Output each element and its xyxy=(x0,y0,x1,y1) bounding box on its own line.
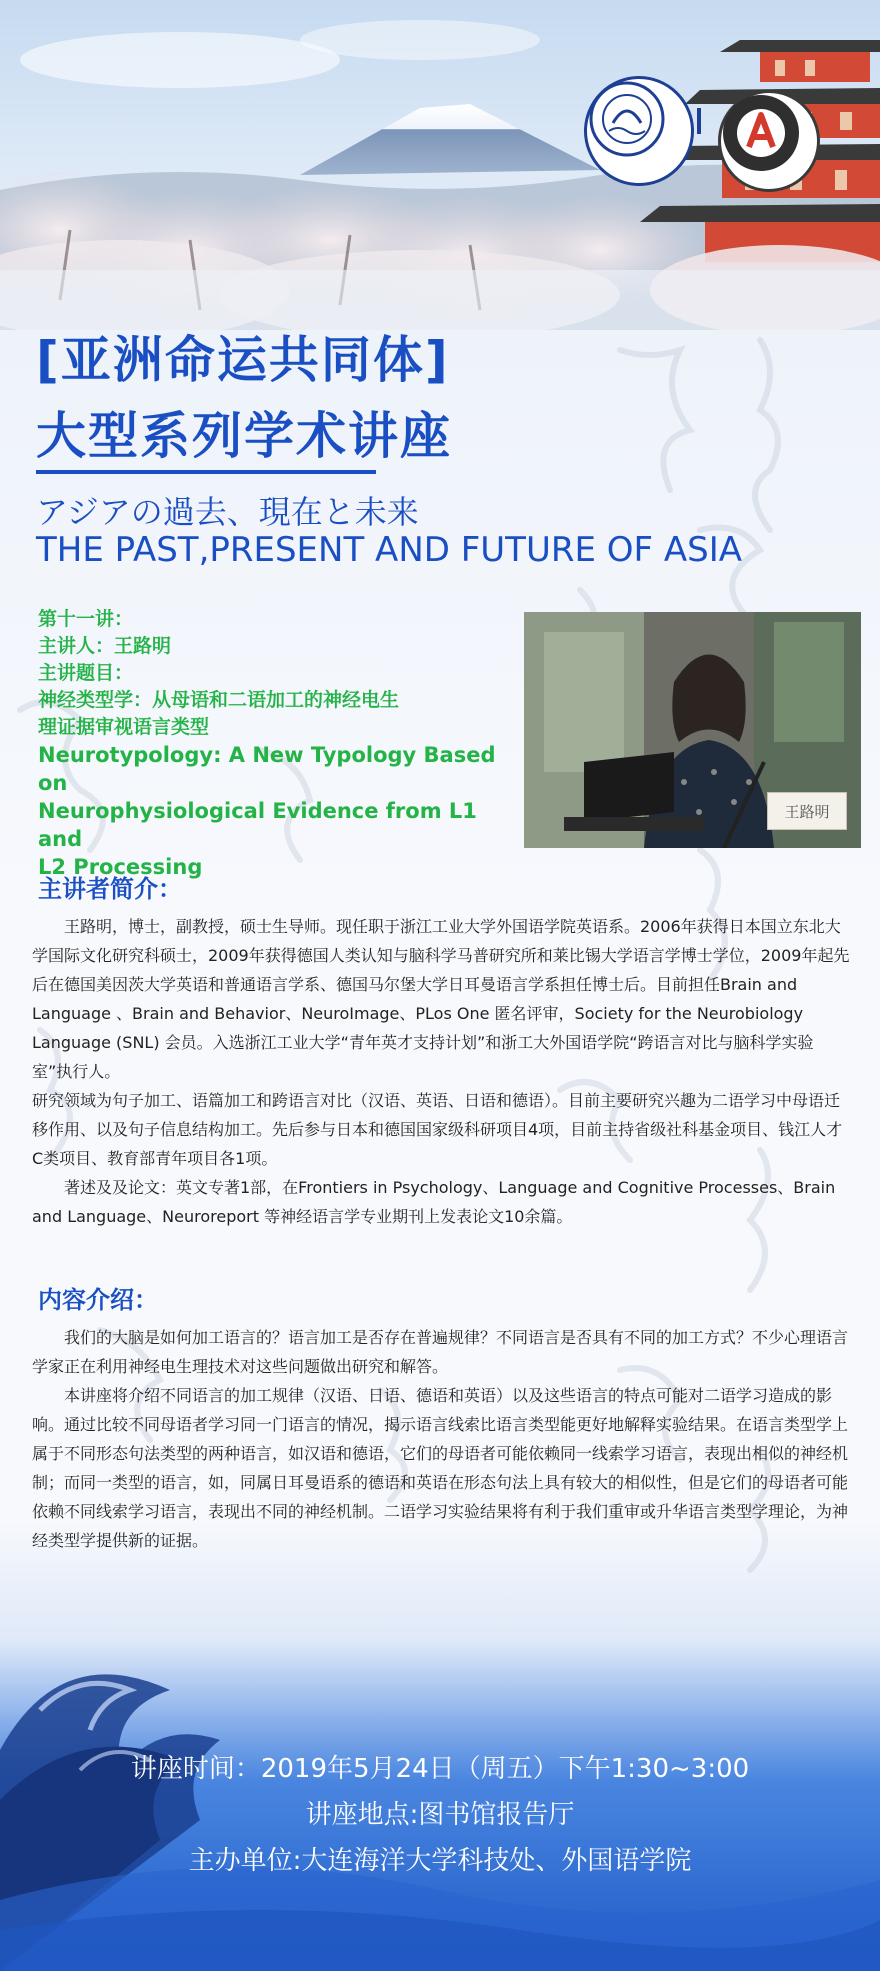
content-paragraph-2: 本讲座将介绍不同语言的加工规律（汉语、日语、德语和英语）以及这些语言的特点可能对二语学习造成的影响。通过比较不同母语者学习同一门语言的情况，揭示语言线索比语言类型能更好地解释实验结果。在语言类型学上属于不同形态句法类型的两种语言，如汉语和德语，它们的母语者可能依赖同一线索学习语言，表现出相似的神经机制；而同一类型的语言，如，同属日耳曼语系的德语和英语在形态句法上具有较大的相似性，但是它们的母语者可能依赖不同线索学习语言，表现出不同的神经机制。二语学习实验结果将有利于我们重审或升华语言类型学理论，为神经类型学提供新的证据。 xyxy=(32,1386,849,1550)
bio-paragraph-1: 王路明，博士，副教授，硕士生导师。现任职于浙江工业大学外国语学院英语系。2006年获得日本国立东北大学国际文化研究科硕士，2009年获得德国人类认知与脑科学马普研究所和莱比锡大学语言学博士学位，2009年起先后在德国美因茨大学英语和普通语言学系、德国马尔堡大学日耳曼语言学系担任博士后。目前担任Brain and Language 、Brain and Behavior、NeuroImage、PLos One 匿名评审，Society for the Neurobiology Language (SNL) 会员。入选浙江工业大学“青年英才支持计划”和浙工大外国语学院“跨语言对比与脑科学实验室”执行人。 xyxy=(32,917,850,1081)
one-asia-foundation-logo xyxy=(718,90,820,192)
event-host: 主办单位:大连海洋大学科技处、外国语学院 xyxy=(188,1846,692,1876)
bio-paragraph-3: 著述及及论文：英文专著1部，在Frontiers in Psychology、Language and Cognitive Processes、Brain and Language、Neuroreport 等神经语言学专业期刊上发表论文10余篇。 xyxy=(32,1178,836,1226)
lecture-number: 第十一讲： xyxy=(38,608,134,630)
lecture-topic-label: 主讲题目： xyxy=(38,662,134,684)
title-english: THE PAST,PRESENT AND FUTURE OF ASIA xyxy=(36,530,742,570)
university-emblem-icon xyxy=(587,79,667,159)
title-line-1: [亚洲命运共同体] xyxy=(36,331,450,389)
lecture-topic-en-2: Neurophysiological Evidence from L1 and xyxy=(38,799,477,851)
title-japanese: アジアの過去、現在と未来 xyxy=(36,493,419,531)
event-time: 讲座时间：2019年5月24日（周五）下午1:30~3:00 xyxy=(130,1754,750,1784)
bio-text xyxy=(32,912,850,1231)
title-line-2: 大型系列学术讲座 xyxy=(36,407,452,465)
lecture-topic-en-1: Neurotypology: A New Typology Based on xyxy=(38,743,496,795)
content-paragraph-1: 我们的大脑是如何加工语言的？语言加工是否存在普遍规律？不同语言是否具有不同的加工方式？不少心理语言学家正在利用神经电生理技术对这些问题做出研究和解答。 xyxy=(32,1328,849,1376)
content-heading: 内容介绍： xyxy=(38,1286,158,1314)
event-place: 讲座地点:图书馆报告厅 xyxy=(305,1800,575,1830)
lecture-info xyxy=(38,606,518,881)
foundation-emblem-icon xyxy=(721,93,801,173)
speaker-photo xyxy=(524,612,861,848)
lecture-topic-cn-1: 神经类型学：从母语和二语加工的神经电生 xyxy=(38,689,400,711)
lecture-speaker: 主讲人：王路明 xyxy=(38,635,172,657)
bio-paragraph-2: 研究领域为句子加工、语篇加工和跨语言对比（汉语、英语、日语和德语）。目前主要研究兴趣为二语学习中母语迁移作用、以及句子信息结构加工。先后参与日本和德国国家级科研项目4项，目前主持省级社科基金项目、钱江人才C类项目、教育部青年项目各1项。 xyxy=(32,1091,843,1168)
dalian-ocean-university-logo xyxy=(584,76,694,186)
title-underline xyxy=(36,470,376,474)
lecture-topic-cn-2: 理证据审视语言类型 xyxy=(38,716,210,738)
hero-scene xyxy=(0,0,880,330)
lecture-topic-en-3: L2 Processing xyxy=(38,855,203,879)
bio-heading: 主讲者简介： xyxy=(38,875,182,903)
content-text xyxy=(32,1323,850,1555)
logo-divider xyxy=(697,108,701,134)
speaker-nameplate: 王路明 xyxy=(767,792,847,830)
